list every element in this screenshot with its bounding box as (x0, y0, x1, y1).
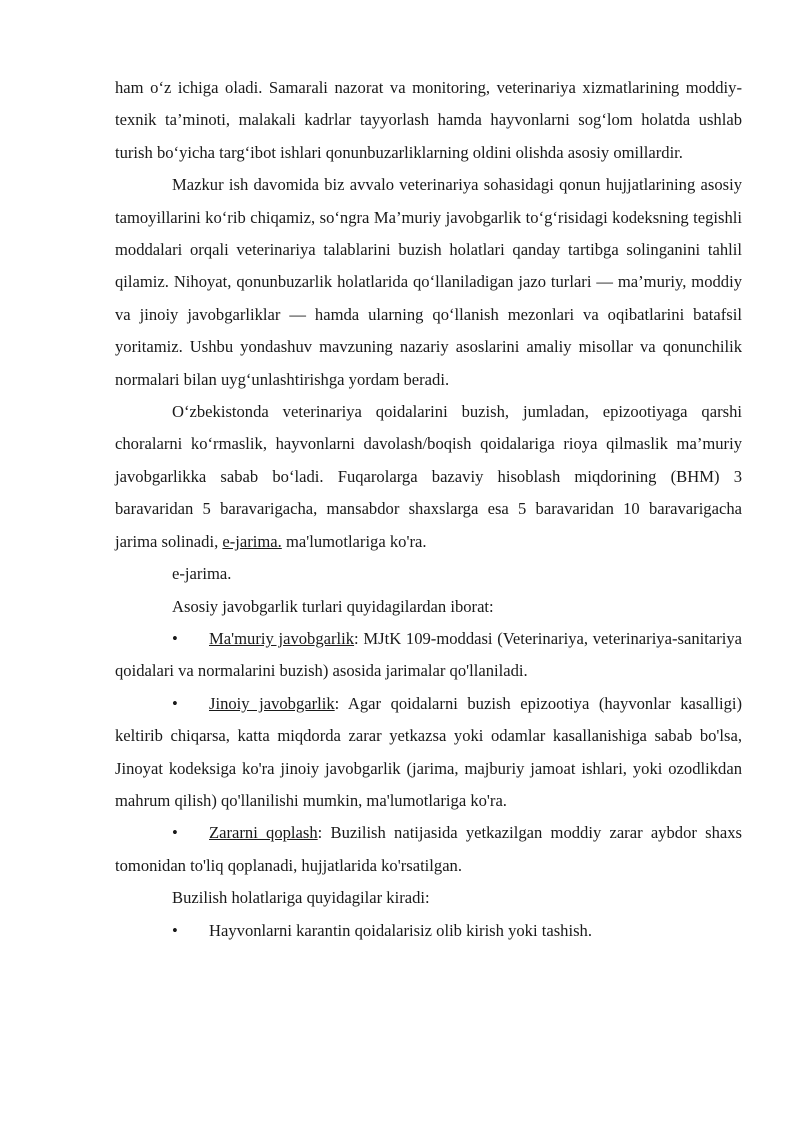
paragraph-intro: ham o‘z ichiga oladi. Samarali nazorat va monitoring, veterinariya xizmatlarining moddiy-texnik ta’minoti, malakali kadrlar tayyorlash hamda hayvonlarni sog‘lom holatda ushlab turish bo‘yicha targ‘ibot ishlari qonunbuzarliklarning oldini olishda asosiy omillardir. (115, 78, 742, 162)
list-item-term[interactable]: Jinoiy javobgarlik (209, 693, 335, 713)
document-page (115, 72, 742, 947)
bullet-icon: • (172, 628, 178, 648)
bullet-icon: • (172, 823, 178, 843)
source-note: e-jarima. (172, 564, 232, 584)
list-item-administrative (115, 623, 742, 688)
paragraph-penalties-tail: ma'lumotlariga ko'ra. (281, 531, 427, 551)
list-item-term[interactable]: Ma'muriy javobgarlik (209, 628, 355, 648)
list-item-quarantine (115, 915, 742, 947)
bullet-icon: • (172, 693, 178, 713)
list-item-term[interactable]: Zararni qoplash (209, 823, 318, 843)
list-item-text: : Agar qoidalarni buzish epizootiya (hayvonlar kasalligi) keltirib chiqarsa, katta miqdorda zarar yetkazsa yoki odamlar kasallanishiga sabab bo'lsa, Jinoyat kodeksiga ko'ra jinoiy javobgarlik (jarima, majburiy jamoat ishlari, yoki ozodlikdan mahrum qilish) qo'llanilishi mumkin, ma'lumotlariga ko'ra. (115, 693, 743, 810)
violations-intro: Buzilish holatlariga quyidagilar kiradi: (172, 888, 430, 908)
list-item-text: Hayvonlarni karantin qoidalarisiz olib kirish yoki tashish. (209, 920, 592, 940)
paragraph-penalties (115, 396, 742, 558)
list-item-text: : Buzilish natijasida yetkazilgan moddiy zarar aybdor shaxs tomonidan to'liq qoplanadi, hujjatlarida ko'rsatilgan. (115, 823, 742, 875)
e-jarima-link[interactable]: e-jarima. (222, 531, 282, 551)
paragraph-approach: Mazkur ish davomida biz avvalo veterinariya sohasidagi qonun hujjatlarining asosiy tamoyillarini ko‘rib chiqamiz, so‘ngra Ma’muriy javobgarlik to‘g‘risidagi kodeksning tegishli moddalari orqali veterinariya talablarini buzish holatlari qanday tartibga solinganini tahlil qilamiz. Nihoyat, qonunbuzarlik holatlarida qo‘llaniladigan jazo turlari — ma’muriy, moddiy va jinoiy javobgarliklar — hamda ularning qo‘llanish mezonlari va oqibatlarini batafsil yoritamiz. Ushbu yondashuv mavzuning nazariy asoslarini amaliy misollar va qonunchilik normalari bilan uyg‘unlashtirishga yordam beradi. (115, 175, 742, 389)
bullet-icon: • (172, 920, 178, 940)
paragraph-penalties-text: O‘zbekistonda veterinariya qoidalarini buzish, jumladan, epizootiyaga qarshi choralarni ko‘rmaslik, hayvonlarni davolash/boqish qoidalariga rioya qilmaslik ma’muriy javobgarlikka sabab bo‘ladi. Fuqarolarga bazaviy hisoblash miqdorining (BHM) 3 baravaridan 5 baravarigacha, mansabdor shaxslarga esa 5 baravaridan 10 baravarigacha jarima solinadi, (115, 402, 742, 551)
list-intro: Asosiy javobgarlik turlari quyidagilardan iborat: (172, 596, 494, 616)
list-item-text: : MJtK 109-moddasi (Veterinariya, veterinariya-sanitariya qoidalari va normalarini buzish) asosida jarimalar qo'llaniladi. (115, 628, 742, 681)
list-item-compensation (115, 817, 742, 882)
list-item-criminal (115, 688, 742, 818)
